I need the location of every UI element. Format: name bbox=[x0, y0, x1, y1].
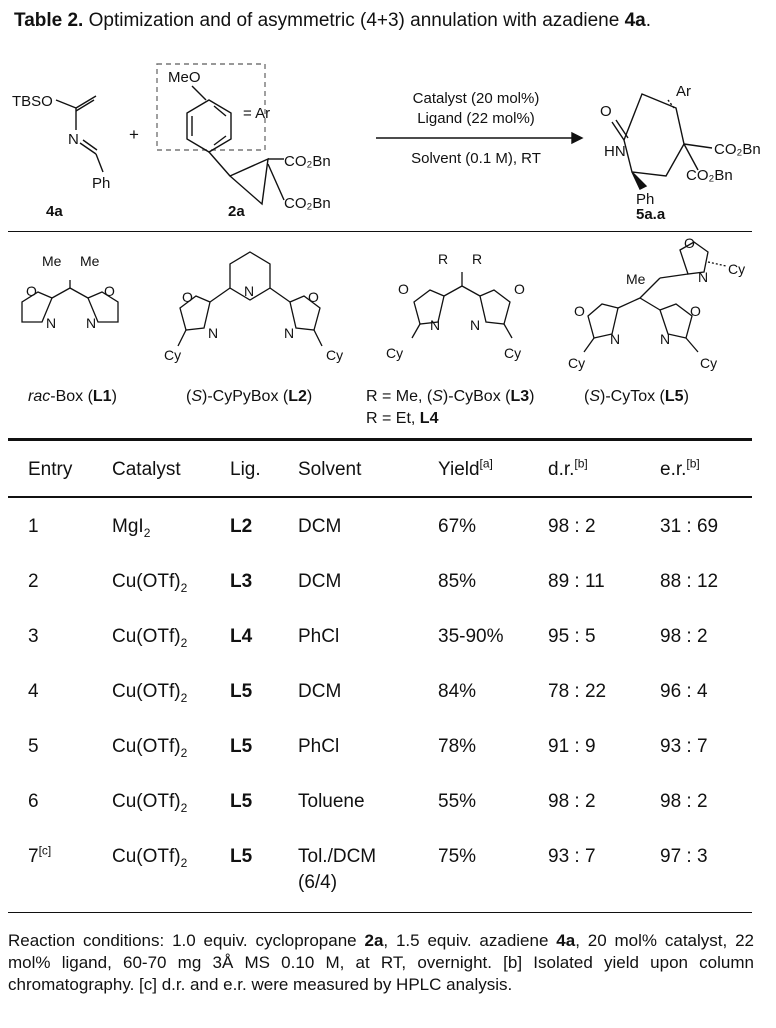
header-ligand: Lig. bbox=[230, 459, 261, 480]
ligand-l5-o1: O bbox=[684, 238, 695, 251]
cell-yield: 84% bbox=[438, 681, 477, 702]
header-solvent: Solvent bbox=[298, 459, 362, 480]
cell-dr: 98 : 2 bbox=[548, 516, 596, 537]
cell-entry: 7[c] bbox=[28, 843, 52, 867]
ligand-l1-n1: N bbox=[46, 315, 57, 331]
ligand-l3-structure bbox=[386, 251, 525, 361]
cell-catalyst: $Cu(OTf)_2$ bbox=[112, 846, 188, 870]
product-label: 5a.a bbox=[636, 206, 666, 223]
condition-catalyst: Catalyst (20 mol%) bbox=[412, 90, 540, 107]
compound-4a-ph: Ph bbox=[92, 175, 111, 192]
cell-catalyst: $Cu(OTf)_2$ bbox=[112, 626, 188, 650]
ligand-l1-n2: N bbox=[86, 315, 97, 331]
ligand-l2-cy1: Cy bbox=[164, 347, 182, 363]
cell-dr: 78 : 22 bbox=[548, 681, 607, 702]
ligand-l2-n1: N bbox=[208, 325, 219, 341]
compound-2a-ar: = Ar bbox=[243, 105, 271, 122]
cell-yield: 85% bbox=[438, 571, 477, 592]
cell-entry: 4 bbox=[28, 681, 39, 702]
cell-ligand: L5 bbox=[230, 681, 253, 702]
ligand-l1-name: rac-Box (L1) bbox=[28, 388, 117, 405]
compound-2a-structure bbox=[157, 64, 331, 220]
cell-entry: 1 bbox=[28, 516, 39, 537]
ligand-l5-n3: N bbox=[660, 331, 671, 347]
ligand-l5-structure bbox=[568, 238, 745, 371]
condition-solvent: Solvent (0.1 M), RT bbox=[411, 150, 541, 167]
header-er: e.r.[b] bbox=[660, 456, 700, 480]
cell-solvent: DCM bbox=[298, 516, 342, 537]
table-label: Table 2. bbox=[14, 10, 84, 31]
cell-solvent: DCM bbox=[298, 571, 342, 592]
ligand-l5-name: (S)-CyTox (L5) bbox=[584, 388, 689, 405]
ligand-l3-o1: O bbox=[398, 281, 409, 297]
condition-ligand: Ligand (22 mol%) bbox=[417, 110, 535, 127]
ligand-l4-name: R = Et, L4 bbox=[366, 410, 439, 427]
table-footnote: Reaction conditions: 1.0 equiv. cyclopropane 2a, 1.5 equiv. azadiene 4a, 20 mol% catalyst, 22 mol% ligand, 60-70 mg 3Å MS 0.10 M, at RT, overnight. [b] Isolated yield upon column chromatography. [c] d.r. and e.r. were measured by HPLC analysis. bbox=[8, 931, 754, 994]
cell-dr: 93 : 7 bbox=[548, 846, 596, 867]
compound-2a-ester2: CO₂Bn bbox=[284, 195, 331, 212]
cell-solvent: PhCl bbox=[298, 626, 340, 647]
product-ester1: CO₂Bn bbox=[714, 141, 761, 158]
product-5aa-structure bbox=[600, 83, 761, 223]
product-ar: Ar bbox=[676, 83, 691, 100]
compound-4a-n: N bbox=[68, 131, 79, 148]
header-entry: Entry bbox=[28, 459, 73, 480]
table-bottom-rule bbox=[8, 912, 752, 913]
reaction-arrow bbox=[376, 90, 582, 167]
compound-4a-structure bbox=[12, 93, 110, 220]
ligand-l5-cy1: Cy bbox=[728, 261, 746, 277]
ligand-l2-cy2: Cy bbox=[326, 347, 344, 363]
cell-dr: 89 : 11 bbox=[548, 571, 605, 592]
product-ph: Ph bbox=[636, 191, 655, 208]
cell-catalyst: MgI$_2$ bbox=[112, 516, 151, 540]
compound-2a-ester1: CO₂Bn bbox=[284, 153, 331, 170]
cell-yield: 78% bbox=[438, 736, 477, 757]
cell-entry: 2 bbox=[28, 571, 39, 592]
cell-er: 98 : 2 bbox=[660, 626, 708, 647]
ligand-l3-cy2: Cy bbox=[504, 345, 522, 361]
ligand-l1-structure bbox=[22, 253, 118, 331]
table-header-rule bbox=[8, 496, 752, 498]
cell-catalyst: $Cu(OTf)_2$ bbox=[112, 681, 188, 705]
ligand-l5-n1: N bbox=[698, 269, 709, 285]
header-yield: Yield[a] bbox=[438, 456, 493, 480]
product-hn: HN bbox=[604, 143, 626, 160]
ligand-l3-r2: R bbox=[472, 251, 483, 267]
compound-4a-label: 4a bbox=[46, 203, 63, 220]
header-catalyst: Catalyst bbox=[112, 459, 181, 480]
compound-2a-meo: MeO bbox=[168, 69, 201, 86]
compound-2a-label: 2a bbox=[228, 203, 245, 220]
cell-yield: 35-90% bbox=[438, 626, 504, 647]
ligand-l3-cy1: Cy bbox=[386, 345, 404, 361]
cell-catalyst: $Cu(OTf)_2$ bbox=[112, 791, 188, 815]
cell-solvent: DCM bbox=[298, 681, 342, 702]
ligand-l5-o2: O bbox=[574, 303, 585, 319]
ligand-l5-n2: N bbox=[610, 331, 621, 347]
ligand-l2-o2: O bbox=[308, 289, 319, 305]
cell-dr: 95 : 5 bbox=[548, 626, 596, 647]
cell-er: 31 : 69 bbox=[660, 516, 719, 537]
cell-yield: 55% bbox=[438, 791, 477, 812]
reaction-scheme bbox=[0, 44, 776, 228]
cell-er: 98 : 2 bbox=[660, 791, 708, 812]
cell-catalyst: $Cu(OTf)_2$ bbox=[112, 571, 188, 595]
cell-ligand: L5 bbox=[230, 791, 253, 812]
ligand-l2-n2: N bbox=[284, 325, 295, 341]
ligand-l2-name: (S)-CyPyBox (L2) bbox=[186, 388, 313, 405]
table-top-rule bbox=[8, 438, 752, 441]
cell-ligand: L5 bbox=[230, 736, 253, 757]
cell-ligand: L3 bbox=[230, 571, 253, 592]
ligand-l5-cy2: Cy bbox=[568, 355, 586, 371]
plus-sign: + bbox=[129, 125, 139, 144]
ligand-l1-o2: O bbox=[104, 283, 115, 299]
compound-4a-tbso: TBSO bbox=[12, 93, 53, 110]
ligand-l2-structure bbox=[164, 252, 343, 363]
cell-dr: 91 : 9 bbox=[548, 736, 596, 757]
cell-yield: 75% bbox=[438, 846, 477, 867]
cell-entry: 3 bbox=[28, 626, 39, 647]
cell-solvent: Toluene bbox=[298, 791, 365, 812]
cell-ligand: L4 bbox=[230, 626, 253, 647]
cell-er: 97 : 3 bbox=[660, 846, 708, 867]
title-end: . bbox=[645, 10, 652, 31]
ligand-l1-o1: O bbox=[26, 283, 37, 299]
cell-solvent: Tol./DCM (6/4) bbox=[298, 846, 377, 893]
product-ester2: CO₂Bn bbox=[686, 167, 733, 184]
ligand-l2-npy: N bbox=[244, 283, 255, 299]
cell-entry: 6 bbox=[28, 791, 39, 812]
cell-entry: 5 bbox=[28, 736, 39, 757]
cell-ligand: L5 bbox=[230, 846, 253, 867]
ligand-l1-me1: Me bbox=[42, 253, 62, 269]
ligand-l1-me2: Me bbox=[80, 253, 100, 269]
cell-solvent: PhCl bbox=[298, 736, 340, 757]
ligand-l5-me: Me bbox=[626, 271, 646, 287]
product-o: O bbox=[600, 103, 612, 120]
table-title bbox=[14, 10, 651, 32]
title-compound: 4a bbox=[624, 10, 646, 31]
ligand-l3-r1: R bbox=[438, 251, 449, 267]
ligand-l3-o2: O bbox=[514, 281, 525, 297]
scheme-divider bbox=[8, 231, 752, 232]
cell-er: 96 : 4 bbox=[660, 681, 708, 702]
ligand-l2-o1: O bbox=[182, 289, 193, 305]
cell-ligand: L2 bbox=[230, 516, 253, 537]
ligand-l3-name: R = Me, (S)-CyBox (L3) bbox=[366, 388, 535, 405]
ligand-l5-o3: O bbox=[690, 303, 701, 319]
header-dr: d.r.[b] bbox=[548, 456, 588, 480]
cell-dr: 98 : 2 bbox=[548, 791, 596, 812]
cell-yield: 67% bbox=[438, 516, 477, 537]
cell-er: 88 : 12 bbox=[660, 571, 719, 592]
title-text: Optimization and of asymmetric (4+3) annulation with azadiene bbox=[88, 10, 620, 31]
cell-catalyst: $Cu(OTf)_2$ bbox=[112, 736, 188, 760]
ligand-l3-n1: N bbox=[430, 317, 441, 333]
cell-er: 93 : 7 bbox=[660, 736, 708, 757]
ligand-l5-cy3: Cy bbox=[700, 355, 718, 371]
ligand-l3-n2: N bbox=[470, 317, 481, 333]
